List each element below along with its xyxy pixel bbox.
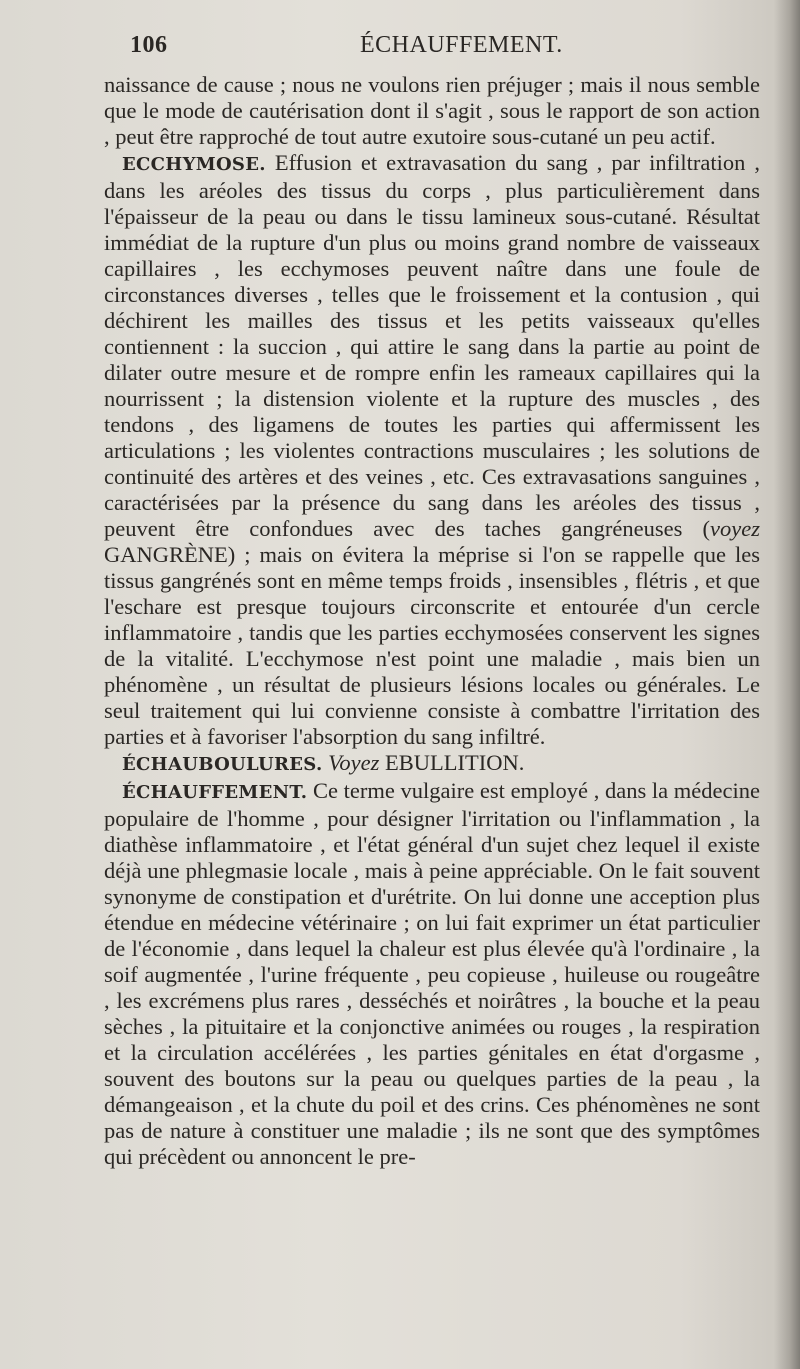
entry-text: Effusion et extravasation du sang , par infiltration , dans les aréoles des tissus du corps , plus particulièrement dans l'épaisseur de la peau ou dans le tissu lamineux sous-cutané. Résultat immédiat de la rupture d'un plus ou moins grand nombre de vaisseaux capillaires , les ecchymoses peuvent naître dans une foule de circonstances diverses , telles que le froissement et la contusion , qui déchirent les mailles des tissus et les petits vaisseaux qu'elles contiennent : la succion , qui attire le sang dans la partie au point de dilater outre mesure et de rompre enfin les rameaux capillaires qui la nourrissent ; la distension violente et la rupture des muscles , des tendons , des ligamens de toutes les parties qui affermissent les articulations ; les violentes contractions musculaires ; les solutions de continuité des artères et des veines , etc. Ces extravasations sanguines , caractérisées par la présence du sang dans les aréoles des tissus , peuvent être confondues avec des taches gangréneuses ( bbox=[104, 150, 760, 541]
page-edge-shadow bbox=[774, 0, 800, 1369]
entry-headword: ECCHYMOSE. bbox=[122, 154, 266, 175]
cross-reference: GANGRÈNE bbox=[104, 542, 228, 567]
entry-ecchymose bbox=[104, 150, 760, 750]
entry-headword: ÉCHAUFFEMENT. bbox=[122, 782, 308, 803]
running-head: ÉCHAUFFEMENT. bbox=[360, 32, 563, 58]
paragraph-continuation bbox=[104, 72, 760, 150]
page-number: 106 bbox=[130, 32, 168, 58]
entry-text-continued: ) ; mais on évitera la méprise si l'on se rappelle que les tissus gangrénés sont en même temps froids , insensibles , flétris , et que l'eschare est presque toujours circonscrite et entourée d'un cercle inflammatoire , tandis que les parties ecchymosées conservent les signes de la vitalité. L'ecchymose n'est point une maladie , mais bien un phénomène , un résultat de plusieurs lésions locales ou générales. Le seul traitement qui lui convienne consiste à combattre l'irritation des parties et à favoriser l'absorption du sang infiltré. bbox=[104, 542, 760, 749]
page-body bbox=[104, 72, 760, 1170]
entry-headword: ÉCHAUBOULURES. bbox=[122, 754, 323, 775]
cross-reference: EBULLITION. bbox=[385, 750, 525, 775]
entry-echauffement bbox=[104, 778, 760, 1170]
entry-echauboulures bbox=[104, 750, 760, 778]
see-reference-word: Voyez bbox=[328, 750, 380, 775]
see-reference-word: voyez bbox=[710, 516, 760, 541]
paragraph-text: naissance de cause ; nous ne voulons rien préjuger ; mais il nous semble que le mode de cautérisation dont il s'agit , sous le rapport de son action , peut être rapproché de tout autre exutoire sous-cutané un peu actif. bbox=[104, 72, 760, 149]
entry-text: Ce terme vulgaire est employé , dans la médecine populaire de l'homme , pour désigner l'irritation ou l'inflammation , la diathèse inflammatoire , et l'état général d'un sujet chez lequel il existe déjà une phlegmasie locale , mais à peine appréciable. On le fait souvent synonyme de constipation et d'urétrite. On lui donne une acception plus étendue en médecine vétérinaire ; on lui fait exprimer un état particulier de l'économie , dans lequel la chaleur est plus élevée qu'à l'ordinaire , la soif augmentée , l'urine fréquente , peu copieuse , huileuse ou rougeâtre , les excrémens plus rares , desséchés et noirâtres , la bouche et la peau sèches , la pituitaire et la conjonctive animées ou rouges , la respiration et la circulation accélérées , les parties génitales en état d'orgasme , souvent des boutons sur la peau ou quelques parties de la peau , la démangeaison , et la chute du poil et des crins. Ces phénomènes ne sont pas de nature à constituer une maladie ; ils ne sont que des symptômes qui précèdent ou annoncent le pre- bbox=[104, 778, 760, 1169]
page-header bbox=[130, 32, 750, 66]
